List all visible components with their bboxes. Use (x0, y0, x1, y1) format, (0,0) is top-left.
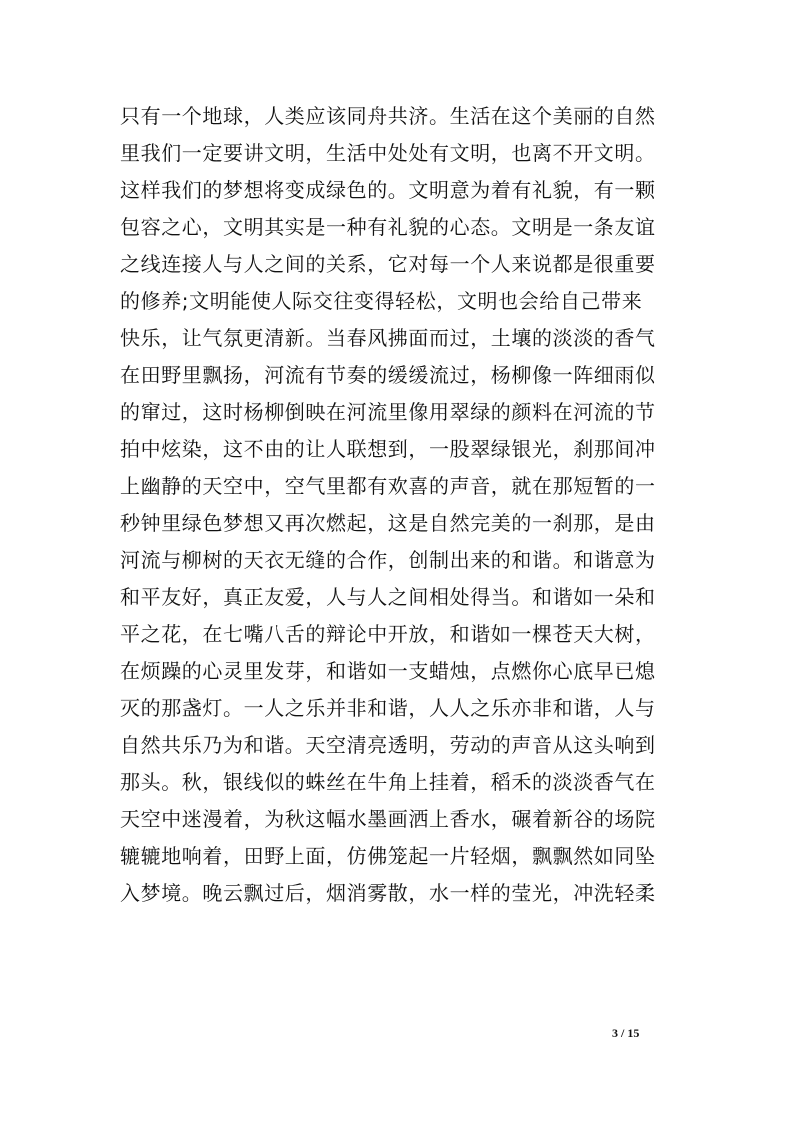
text-line: 天空中迷漫着，为秋这幅水墨画洒上香水，碾着新谷的场院 (120, 807, 656, 831)
text-line: 拍中炫染，这不由的让人联想到，一股翠绿银光，刹那间冲 (120, 437, 656, 461)
text-line: 之线连接人与人之间的关系，它对每一个人来说都是很重要 (120, 252, 656, 276)
text-line: 这样我们的梦想将变成绿色的。文明意为着有礼貌，有一颗 (120, 178, 656, 202)
text-line: 秒钟里绿色梦想又再次燃起，这是自然完美的一刹那，是由 (120, 511, 656, 535)
text-line: 自然共乐乃为和谐。天空清亮透明，劳动的声音从这头响到 (120, 733, 656, 757)
text-line: 的窜过，这时杨柳倒映在河流里像用翠绿的颜料在河流的节 (120, 400, 656, 424)
text-line: 平之花，在七嘴八舌的辩论中开放，和谐如一棵苍天大树， (120, 622, 656, 646)
text-line: 只有一个地球，人类应该同舟共济。生活在这个美丽的自然 (120, 104, 656, 128)
text-line: 和平友好，真正友爱，人与人之间相处得当。和谐如一朵和 (120, 585, 656, 609)
text-line: 灭的那盏灯。一人之乐并非和谐，人人之乐亦非和谐，人与 (120, 696, 656, 720)
text-line: 上幽静的天空中，空气里都有欢喜的声音，就在那短暂的一 (120, 474, 656, 498)
text-line: 包容之心，文明其实是一种有礼貌的心态。文明是一条友谊 (120, 215, 656, 239)
text-line: 的修养;文明能使人际交往变得轻松，文明也会给自己带来 (120, 289, 643, 313)
page-number: 3 / 15 (612, 1026, 640, 1040)
text-line: 在烦躁的心灵里发芽，和谐如一支蜡烛，点燃你心底早已熄 (120, 659, 656, 683)
text-line: 入梦境。晚云飘过后，烟消雾散，水一样的莹光，冲洗轻柔 (120, 881, 656, 905)
text-line: 快乐，让气氛更清新。当春风拂面而过，土壤的淡淡的香气 (120, 326, 656, 350)
text-line: 在田野里飘扬，河流有节奏的缓缓流过，杨柳像一阵细雨似 (120, 363, 656, 387)
text-line: 那头。秋，银线似的蛛丝在牛角上挂着，稻禾的淡淡香气在 (120, 770, 656, 794)
body-text (120, 98, 690, 912)
text-line: 里我们一定要讲文明，生活中处处有文明，也离不开文明。 (120, 141, 656, 165)
text-line: 辘辘地响着，田野上面，仿佛笼起一片轻烟，飘飘然如同坠 (120, 844, 656, 868)
text-line: 河流与柳树的天衣无缝的合作，创制出来的和谐。和谐意为 (120, 548, 656, 572)
